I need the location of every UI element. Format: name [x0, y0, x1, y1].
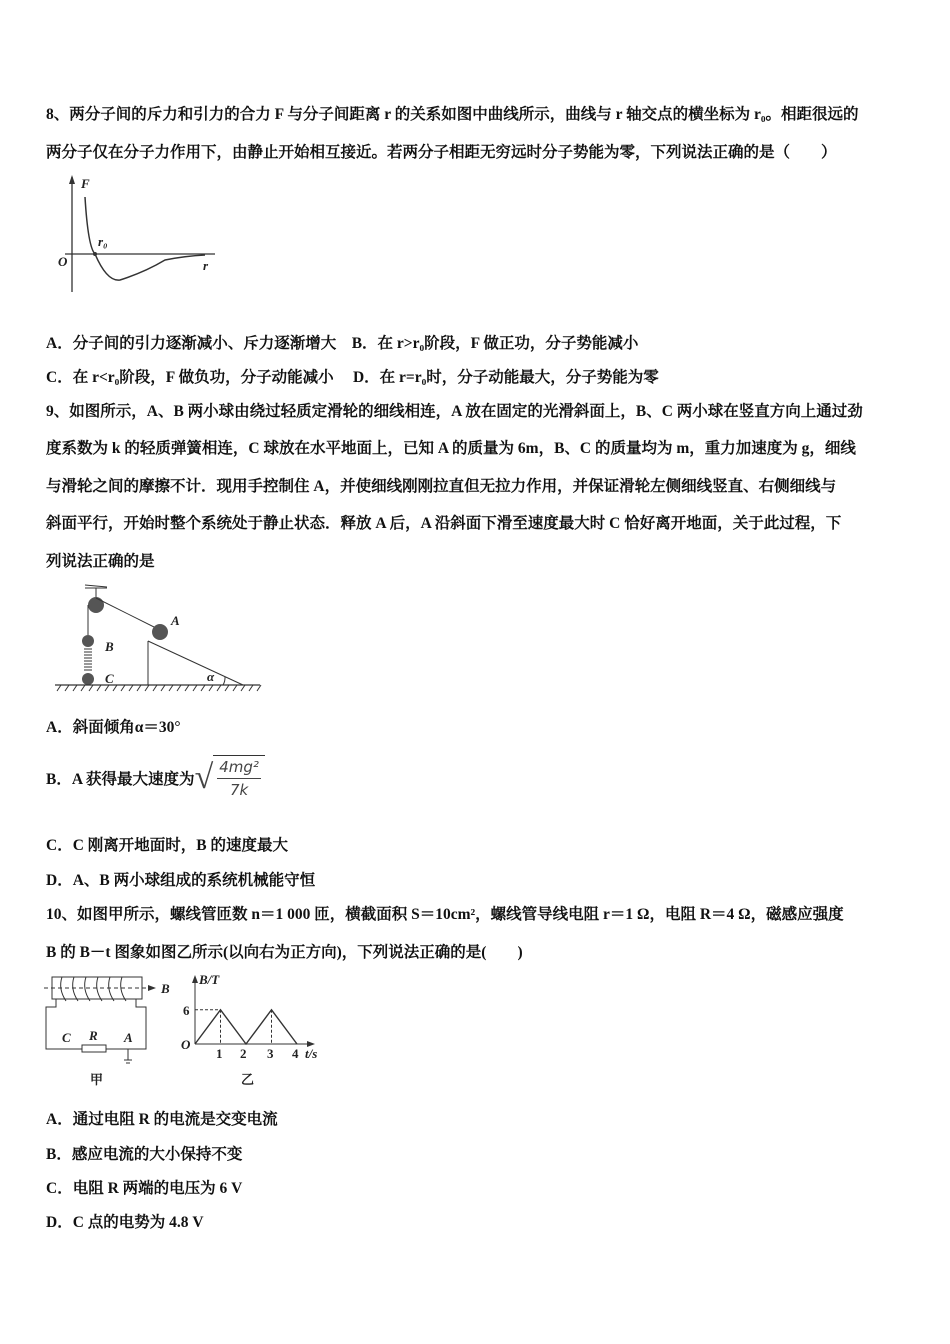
fraction-denominator: 7k	[229, 781, 249, 799]
q8-r0-label: r₀	[98, 234, 108, 249]
q10-caption-jia: 甲	[90, 1072, 104, 1087]
q9-stem-line-1: 9、如图所示，A、B 两小球由绕过轻质定滑轮的细线相连，A 放在固定的光滑斜面上，B、C 两小球在竖直方向上通过劲	[46, 403, 863, 420]
q9-ball-c-label: C	[105, 671, 114, 686]
q10-x-tick-1: 1	[216, 1046, 223, 1061]
q10-resistor-label: R	[89, 1028, 98, 1043]
q10-stem-line-1: 10、如图甲所示，螺线管匝数 n＝1 000 匝，横截面积 S＝10cm²，螺线管导线电阻 r＝1 Ω，电阻 R＝4 Ω，磁感应强度	[46, 906, 844, 923]
q8-stem-line-2: 两分子仅在分子力作用下，由静止开始相互接近。若两分子相距无穷远时分子势能为零，下列说法正确的是（ ）	[46, 144, 837, 161]
q10-stem-line-2: B 的 B－t 图象如图乙所示(以向右为正方向)，下列说法正确的是( )	[46, 944, 523, 961]
q9-ball-a-label: A	[171, 613, 180, 628]
q10-option-d: D．C 点的电势为 4.8 V	[46, 1214, 204, 1231]
q8-stem-line-1: 8、两分子间的斥力和引力的合力 F 与分子间距离 r 的关系如图中曲线所示，曲线与 r 轴交点的横坐标为 r₀。相距很远的	[46, 106, 859, 123]
q8-x-label: r	[203, 258, 209, 273]
q10-b-t-graph	[175, 972, 335, 1092]
q8-y-label: F	[81, 176, 90, 191]
q10-field-label: B	[161, 981, 170, 996]
q10-option-a: A．通过电阻 R 的电流是交变电流	[46, 1111, 278, 1128]
fraction-numerator: 4mg²	[217, 756, 261, 779]
q9-stem-line-5: 列说法正确的是	[46, 553, 155, 570]
q8-options-line-1: A．分子间的引力逐渐减小、斥力逐渐增大 B．在 r>r₀阶段，F 做正功，分子势能减小	[46, 335, 639, 352]
fraction	[213, 755, 265, 801]
q10-option-b: B．感应电流的大小保持不变	[46, 1146, 243, 1163]
q8-options-line-2: C．在 r<r₀阶段，F 做负功，分子动能减小 D．在 r=r₀时，分子动能最大，分子势能为零	[46, 369, 659, 386]
q9-ball-b-label: B	[105, 639, 114, 654]
q9-option-b	[46, 755, 265, 801]
q10-point-c-label: C	[62, 1030, 71, 1045]
q9-stem-line-4: 斜面平行，开始时整个系统处于静止状态．释放 A 后，A 沿斜面下滑至速度最大时 C 恰好离开地面，关于此过程，下	[46, 515, 842, 532]
q10-option-c: C．电阻 R 两端的电压为 6 V	[46, 1180, 243, 1197]
q9-option-d: D．A、B 两小球组成的系统机械能守恒	[46, 872, 316, 889]
q9-option-a: A．斜面倾角α＝30°	[46, 719, 181, 736]
q10-solenoid-circuit-diagram	[44, 972, 170, 1092]
sqrt-sign-icon: √	[194, 759, 214, 796]
q9-stem-line-3: 与滑轮之间的摩擦不计．现用手控制住 A，并使细线刚刚拉直但无拉力作用，并保证滑轮左侧细线竖直、右侧细线与	[46, 478, 837, 495]
q9-option-c: C．C 刚离开地面时，B 的速度最大	[46, 837, 288, 854]
q10-x-tick-3: 3	[267, 1046, 274, 1061]
q10-origin-label: O	[181, 1037, 191, 1052]
q9-option-b-text: B．A 获得最大速度为	[46, 771, 195, 788]
q10-caption-yi: 乙	[241, 1072, 255, 1087]
q8-origin-label: O	[58, 254, 68, 269]
q9-angle-label: α	[207, 669, 215, 684]
q9-pulley-incline-diagram	[55, 585, 265, 695]
bt-series	[195, 1010, 297, 1044]
q10-point-a-label: A	[124, 1030, 133, 1045]
q10-y-tick-6: 6	[183, 1003, 190, 1018]
bt-line	[195, 1010, 297, 1044]
q10-y-label: B/T	[199, 972, 220, 987]
q9-stem-line-2: 度系数为 k 的轻质弹簧相连，C 球放在水平地面上，已知 A 的质量为 6m，B、C 的质量均为 m，重力加速度为 g，细线	[46, 440, 856, 457]
q10-x-tick-4: 4	[292, 1046, 299, 1061]
q10-x-tick-2: 2	[240, 1046, 247, 1061]
sqrt-formula	[195, 755, 265, 801]
q10-x-label: t/s	[305, 1046, 318, 1061]
q8-force-distance-graph	[55, 172, 225, 297]
